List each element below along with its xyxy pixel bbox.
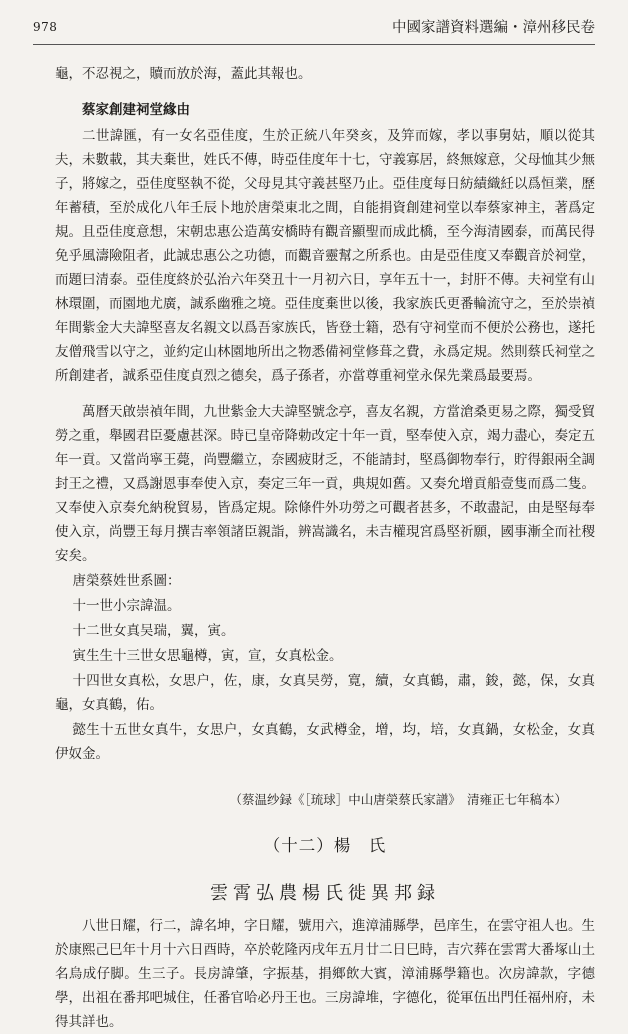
paragraph-yang-clan: 八世日耀，行二，諱名坤，字日耀，號用六，進漳浦縣學，邑庠生，在雲守祖人也。生於康熙己巳年十月十六日酉時，卒於乾隆丙戌年五月廿二日巳時，吉穴葬在雲霄大番塚山土名烏成仔脚。生三子。長房諱肇，字振基，捐鄉飲大賓，漳浦縣學籍也。次房諱款，字德學，出祖在番邦吧城住，任番官哈必丹王也。三房諱堆，字德化，從軍伍出門任福州府，未得其詳也。 xyxy=(55,918,595,1030)
genealogy-line: 十二世女真吴瑞，翼，寅。 xyxy=(72,623,235,639)
header-rule xyxy=(33,44,595,45)
genealogy-line: 寅生生十三世女思龜樽，寅，宣，女真松金。 xyxy=(72,648,343,664)
paragraph-continuation: 龜，不忍視之，贖而放於海，蓋此其報也。 xyxy=(55,66,312,82)
genealogy-line: 懿生十五世女真牛，女思户，女真鶴，女武樽金，增，均，培，女真鍋，女松金，女真伊奴金。 xyxy=(55,722,595,762)
genealogy-line: 十四世女真松，女思户，佐，康，女真吴勞，寛，續，女真鶴，肅，鋑，懿，保，女真龜，女真鶴，佑。 xyxy=(55,673,595,713)
genealogy-line: 十一世小宗諱温。 xyxy=(72,598,181,614)
article-title: 雲霄弘農楊氏徙異邦録 xyxy=(210,883,440,904)
chapter-title: （十二）楊 氏 xyxy=(263,836,387,855)
genealogy-heading: 唐榮蔡姓世系圖： xyxy=(72,573,181,589)
paragraph-ancestral-hall: 二世諱匯，有一女名亞佳度，生於正統八年癸亥，及笄而嫁，孝以事舅姑，順以從其夫，未數載，其夫棄世，姓氏不傳，時亞佳度年十七，守義寡居，終無嫁意，父母恤其少無子，將嫁之，亞佳度堅執不從，父母見其守義甚堅乃止。亞佳度每日紡績織紝以爲恒業，歷年蓄積，至於成化八年壬辰卜地於唐榮東北之間，自能捐資創建祠堂以奉蔡家神主，著爲定規。且亞佳度意想，宋朝忠惠公造萬安橋時有觀音顯聖而成此橋，至今海清國泰，而萬民得免乎風濤險阻者，此誠忠惠公之功德，而觀音靈幫之所系也。由是亞佳度又奉觀音於祠堂，而題曰清泰。亞佳度終於弘治六年癸丑十一月初六日，享年五十一，封肝不傳。夫祠堂有山林環圍，而園地尤廣，誠系幽雅之境。亞佳度棄世以後，我家族氏更番輪流守之，至於崇禎年間紫金大夫諱堅喜友名親文以爲吾家族氏，皆登士籍，恐有守祠堂而不便於公務也，遂托友僧飛雪以守之，並約定山林園地所出之物悉備祠堂修葺之費，永爲定規。然則蔡氏祠堂之所創建者，誠系亞佳度貞烈之德矣，爲子孫者，亦當尊重祠堂永保先業爲最要焉。 xyxy=(55,128,595,384)
page-header xyxy=(33,14,595,40)
page-number: 978 xyxy=(33,20,58,34)
page-body xyxy=(55,62,595,1034)
paragraph-envoy: 萬曆天啟崇禎年間，九世紫金大夫諱堅號念亭，喜友名親，方當滄桑更易之際，獨受貿勞之重，舉國君臣憂慮甚深。時已皇帝降勅改定十年一貢，堅奉使入京，竭力盡心，奏定五年一貢。又當尚寧王薨，尚豐繼立，奈國疲財乏，不能請封，堅爲御物奉行，貯得銀兩全調封王之禮，又爲謝恩事奉使入京，奏定三年一貢，典規如舊。又奏允增貢船壹隻而爲二隻。又奉使入京奏允納稅貿易，皆爲定規。除條件外功勞之可觀者甚多，不敢盡記，由是堅每奉使入京，尚豐王每月撰吉率領諸臣親詣，辨嵩識名，未吉權現宮爲堅祈願，國事漸全而社稷安矣。 xyxy=(55,404,595,564)
section-heading: 蔡家創建祠堂緣由 xyxy=(82,102,190,118)
source-citation: （蔡温纱録《［琉球］中山唐榮蔡氏家譜》 清雍正七年稿本） xyxy=(229,792,567,807)
book-title: 中國家譜資料選編・漳州移民卷 xyxy=(392,20,595,36)
